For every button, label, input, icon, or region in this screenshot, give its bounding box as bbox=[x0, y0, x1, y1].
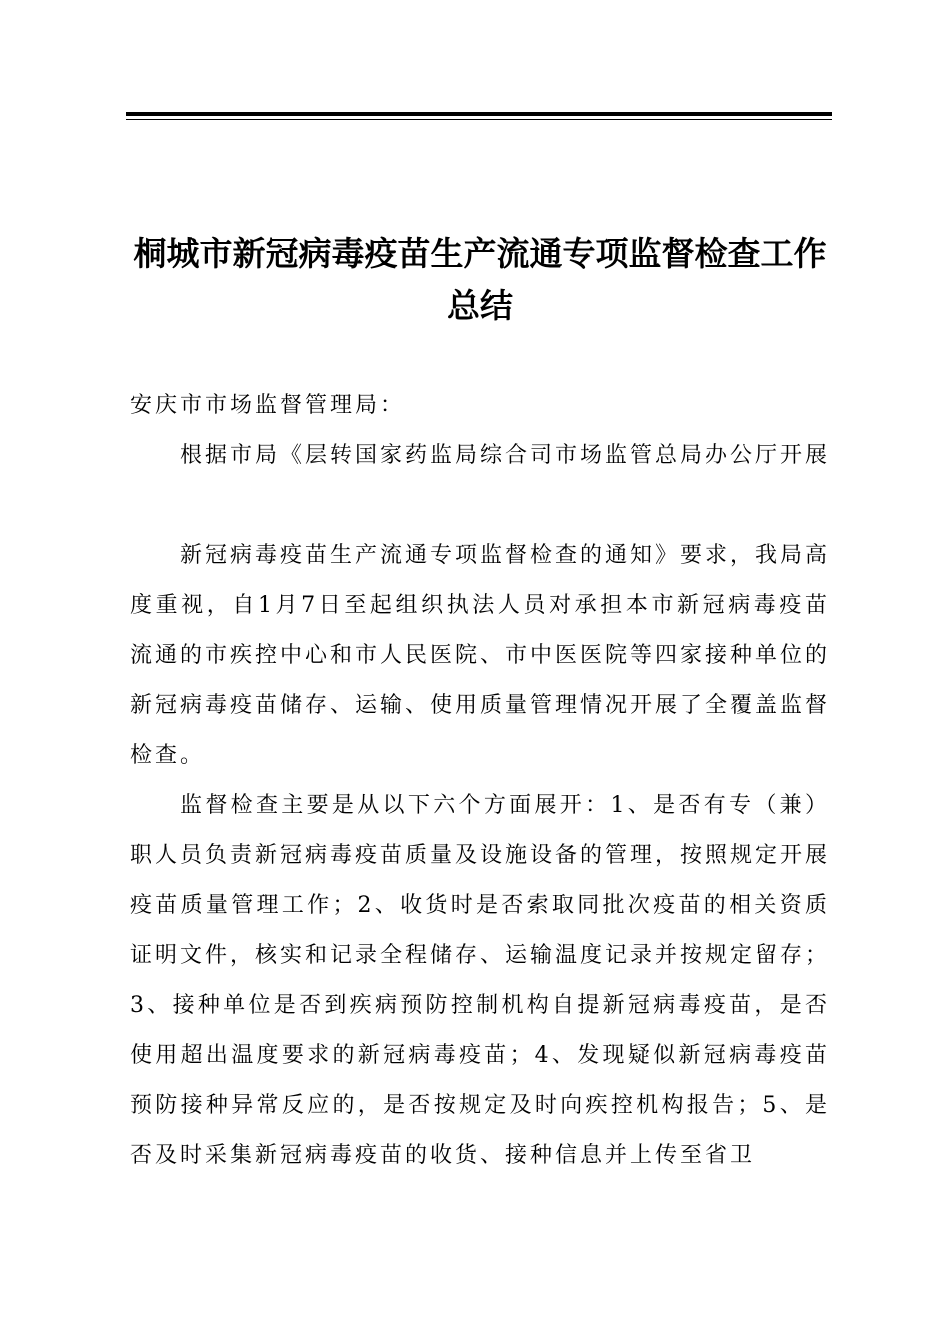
paragraph-notice-reference: 根据市局《层转国家药监局综合司市场监管总局办公厅开展 bbox=[180, 443, 831, 468]
paragraph-inspection-items: 监督检查主要是从以下六个方面展开：1、是否有专（兼）职人员负责新冠病毒疫苗质量及设施设备的管理，按照规定开展疫苗质量管理工作；2、收货时是否索取同批次疫苗的相关资质证明文件，核实和记录全程储存、运输温度记录并按规定留存；3、接种单位是否到疾病预防控制机构自提新冠病毒疫苗，是否使用超出温度要求的新冠病毒疫苗；4、发现疑似新冠病毒疫苗预防接种异常反应的，是否按规定及时向疾控机构报告；5、是否及时采集新冠病毒疫苗的收货、接种信息并上传至省卫 bbox=[130, 793, 831, 1168]
paragraph-inspection-overview: 新冠病毒疫苗生产流通专项监督检查的通知》要求，我局高度重视，自1月7日至起组织执法人员对承担本市新冠病毒疫苗流通的市疾控中心和市人民医院、市中医医院等四家接种单位的新冠病毒疫苗储存、运输、使用质量管理情况开展了全覆盖监督检查。 bbox=[130, 543, 831, 768]
header-rule-thick bbox=[126, 112, 832, 116]
document-title: 桐城市新冠病毒疫苗生产流通专项监督检查工作总结 bbox=[133, 234, 827, 325]
header-rule-thin bbox=[126, 119, 832, 120]
salutation: 安庆市市场监督管理局： bbox=[130, 393, 406, 418]
